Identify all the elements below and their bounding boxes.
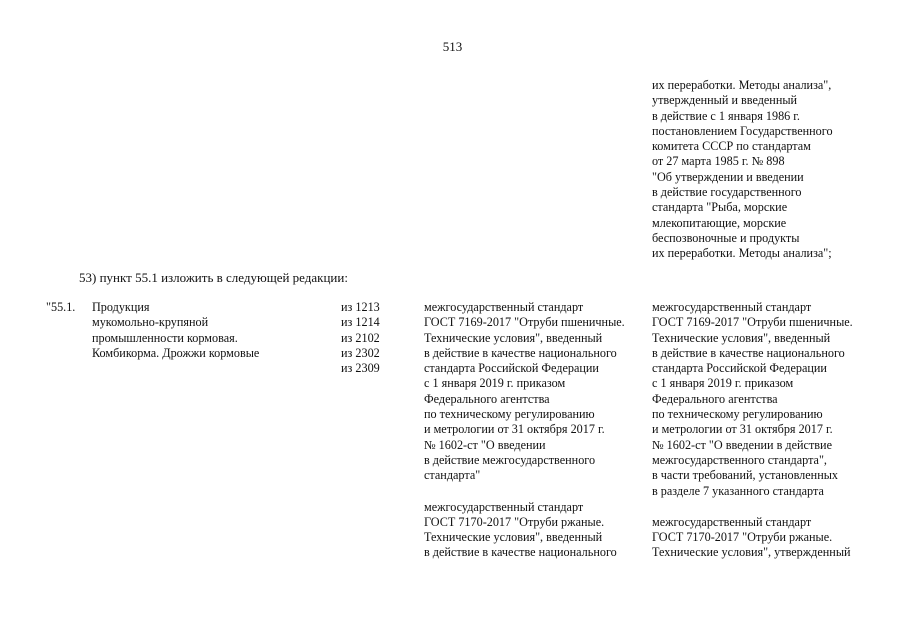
standard-line: Федерального агентства bbox=[652, 391, 778, 406]
standard-line: межгосударственный стандарт bbox=[652, 300, 812, 314]
standards-column-methods bbox=[652, 300, 853, 561]
product-line: Продукция bbox=[92, 300, 150, 314]
text-line: в действие государственного bbox=[652, 185, 802, 200]
standard-line: в разделе 7 указанного стандарта bbox=[652, 483, 824, 498]
standard-line: Технические условия", утвержденный bbox=[652, 545, 851, 560]
text-line: беспозвоночные и продукты bbox=[652, 230, 800, 245]
standard-line: ГОСТ 7170-2017 "Отруби ржаные. bbox=[424, 514, 605, 529]
standard-line: стандарта Российской Федерации bbox=[424, 361, 599, 376]
block-spacer bbox=[424, 484, 625, 500]
standard-block bbox=[424, 300, 625, 484]
standard-line: в действие в качестве национального bbox=[652, 345, 845, 360]
standard-line: стандарта" bbox=[424, 468, 481, 483]
standard-line: и метрологии от 31 октября 2017 г. bbox=[424, 422, 605, 437]
standard-line: межгосударственный стандарт bbox=[424, 300, 584, 314]
standard-block bbox=[424, 500, 625, 561]
standard-line: по техническому регулированию bbox=[652, 407, 823, 422]
standard-line: Технические условия", введенный bbox=[424, 530, 603, 545]
standard-line: Федерального агентства bbox=[424, 391, 550, 406]
text-line: постановлением Государственного bbox=[652, 123, 833, 138]
product-line: промышленности кормовая. bbox=[92, 330, 238, 345]
standard-line: с 1 января 2019 г. приказом bbox=[424, 376, 566, 391]
standard-line: № 1602-ст "О введении bbox=[424, 437, 546, 452]
item-number: "55.1. bbox=[46, 300, 76, 314]
standard-line: межгосударственный стандарт bbox=[424, 499, 584, 514]
standard-line: ГОСТ 7169-2017 "Отруби пшеничные. bbox=[652, 315, 853, 330]
standard-line: с 1 января 2019 г. приказом bbox=[652, 376, 794, 391]
standard-line: в действие межгосударственного bbox=[424, 452, 596, 467]
product-line: Комбикорма. Дрожжи кормовые bbox=[92, 345, 260, 360]
standard-line: Технические условия", введенный bbox=[652, 330, 831, 345]
standard-line: и метрологии от 31 октября 2017 г. bbox=[652, 422, 833, 437]
code-line: из 2102 bbox=[341, 330, 380, 345]
standard-line: в части требований, установленных bbox=[652, 468, 838, 483]
text-line: комитета СССР по стандартам bbox=[652, 139, 811, 154]
standard-line: стандарта Российской Федерации bbox=[652, 361, 827, 376]
code-line: из 2302 bbox=[341, 345, 380, 360]
continued-standard-text bbox=[652, 78, 833, 262]
code-line: из 1214 bbox=[341, 315, 380, 330]
text-line: стандарта "Рыба, морские bbox=[652, 200, 788, 215]
text-line: от 27 марта 1985 г. № 898 bbox=[652, 154, 785, 169]
standard-block bbox=[652, 515, 853, 561]
standard-line: ГОСТ 7169-2017 "Отруби пшеничные. bbox=[424, 315, 625, 330]
standards-column-rules bbox=[424, 300, 625, 561]
standard-line: № 1602-ст "О введении в действие bbox=[652, 437, 832, 452]
standard-line: межгосударственный стандарт bbox=[652, 514, 812, 529]
text-line: млекопитающие, морские bbox=[652, 215, 787, 230]
standard-line: по техническому регулированию bbox=[424, 407, 595, 422]
standard-line: Технические условия", введенный bbox=[424, 330, 603, 345]
standard-line: в действие в качестве национального bbox=[424, 545, 617, 560]
code-line: из 1213 bbox=[341, 300, 380, 314]
text-line: их переработки. Методы анализа"; bbox=[652, 246, 832, 261]
standard-line: в действие в качестве национального bbox=[424, 345, 617, 360]
text-line: "Об утверждении и введении bbox=[652, 169, 804, 184]
standard-line: межгосударственного стандарта", bbox=[652, 452, 827, 467]
page-number: 513 bbox=[442, 39, 463, 54]
standard-block bbox=[652, 300, 853, 499]
text-line: их переработки. Методы анализа", bbox=[652, 78, 832, 92]
block-spacer bbox=[652, 499, 853, 515]
code-line: из 2309 bbox=[341, 361, 380, 376]
standard-line: ГОСТ 7170-2017 "Отруби ржаные. bbox=[652, 530, 833, 545]
amendment-heading: 53) пункт 55.1 изложить в следующей редакции: bbox=[79, 270, 348, 285]
tn-ved-codes-column bbox=[341, 300, 380, 376]
text-line: в действие с 1 января 1986 г. bbox=[652, 108, 800, 123]
product-line: мукомольно-крупяной bbox=[92, 315, 209, 330]
text-line: утвержденный и введенный bbox=[652, 93, 798, 108]
product-name-column bbox=[92, 300, 259, 361]
